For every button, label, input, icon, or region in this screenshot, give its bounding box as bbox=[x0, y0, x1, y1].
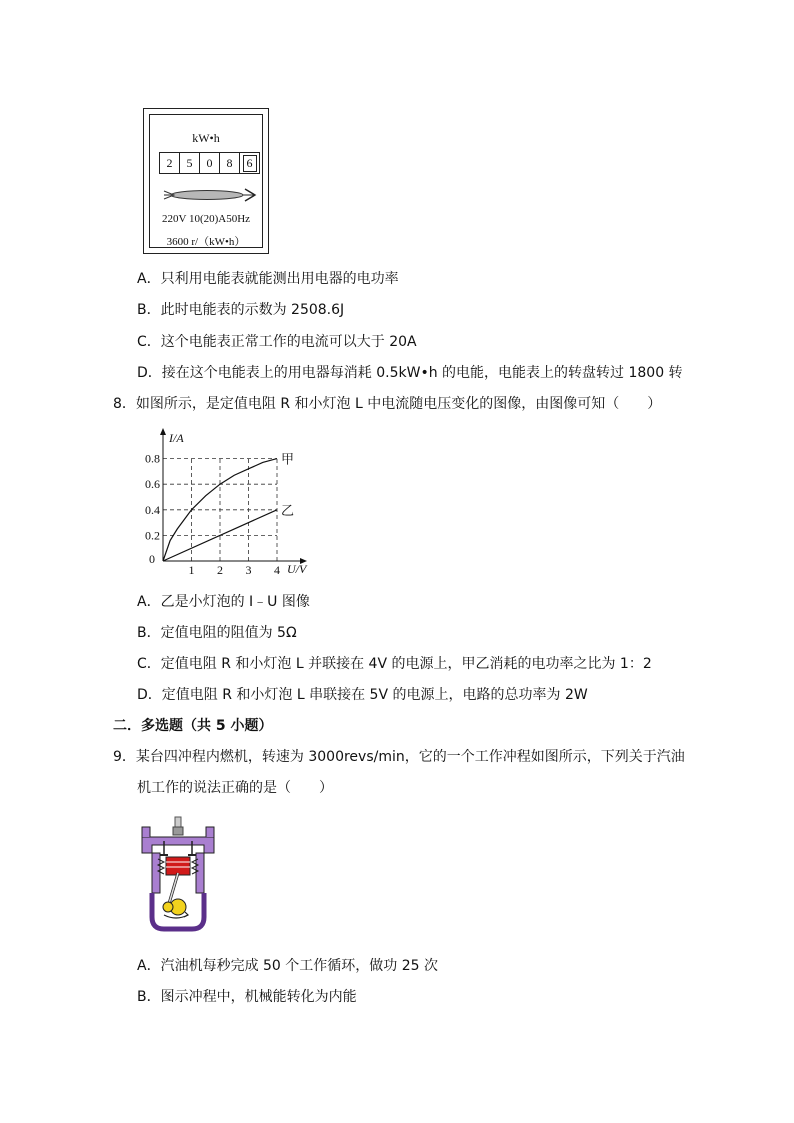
q8-stem: 8．如图所示，是定值电阻 R 和小灯泡 L 中电流随电压变化的图像，由图像可知（ ） bbox=[113, 396, 662, 412]
q7-option-b: B．此时电能表的示数为 2508.6J bbox=[137, 302, 345, 318]
series-label: 甲 bbox=[281, 452, 295, 468]
chart-grid bbox=[163, 459, 277, 561]
engine-cylinder-icon bbox=[138, 815, 220, 933]
x-tick-label: 3 bbox=[245, 563, 252, 577]
meter-spec-revolutions: 3600 r/（kW•h） bbox=[166, 236, 246, 248]
y-axis-arrow-icon bbox=[160, 428, 166, 435]
q8-option-b: B．定值电阻的阻值为 5Ω bbox=[137, 625, 297, 641]
meter-digit: 5 bbox=[179, 152, 200, 174]
q7-option-c: C．这个电能表正常工作的电流可以大于 20A bbox=[137, 334, 417, 350]
meter-spec-voltage: 220V 10(20)A50Hz bbox=[161, 213, 251, 225]
section-title: 二．多选题（共 5 小题） bbox=[113, 718, 273, 734]
series-label: 乙 bbox=[281, 503, 295, 519]
q8-option-d: D．定值电阻 R 和小灯泡 L 串联接在 5V 的电源上，电路的总功率为 2W bbox=[137, 687, 588, 703]
chart-labels bbox=[145, 431, 308, 577]
origin-label: 0 bbox=[149, 552, 155, 566]
y-tick-label: 0.8 bbox=[145, 451, 160, 466]
meter-disc-arrow-icon bbox=[160, 183, 258, 207]
meter-unit-label: kW•h bbox=[192, 131, 220, 145]
q9-stem-line-2: 机工作的说法正确的是（ ） bbox=[137, 780, 333, 796]
meter-digit: 0 bbox=[199, 152, 220, 174]
electric-meter-figure bbox=[143, 108, 269, 254]
x-tick-label: 1 bbox=[188, 563, 195, 577]
q7-option-a: A．只利用电能表就能测出用电器的电功率 bbox=[137, 271, 399, 287]
y-tick-label: 0.6 bbox=[145, 477, 160, 492]
x-tick-label: 2 bbox=[217, 563, 223, 577]
y-tick-label: 0.2 bbox=[145, 528, 160, 543]
q9-option-a: A．汽油机每秒完成 50 个工作循环，做功 25 次 bbox=[137, 958, 439, 974]
q9-stem-line-1: 9．某台四冲程内燃机，转速为 3000revs/min，它的一个工作冲程如图所示，下列关于汽油 bbox=[113, 749, 685, 765]
chart-axes bbox=[160, 428, 307, 564]
q8-option-a: A．乙是小灯泡的 I﹣U 图像 bbox=[137, 594, 310, 610]
meter-digits bbox=[160, 152, 260, 174]
meter-digit-decimal bbox=[239, 152, 260, 174]
y-axis-label: I/A bbox=[169, 431, 184, 445]
meter-digit-decimal-value: 6 bbox=[243, 155, 257, 172]
q7-option-d: D．接在这个电能表上的用电器每消耗 0.5kW•h 的电能，电能表上的转盘转过 1800 转 bbox=[137, 365, 683, 381]
x-tick-label: 4 bbox=[274, 563, 280, 577]
q9-option-b: B．图示冲程中，机械能转化为内能 bbox=[137, 989, 357, 1005]
meter-panel bbox=[149, 114, 263, 248]
meter-digit: 2 bbox=[159, 152, 180, 174]
q8-option-c: C．定值电阻 R 和小灯泡 L 并联接在 4V 的电源上，甲乙消耗的电功率之比为 1：2 bbox=[137, 656, 652, 672]
x-axis-label: U/V bbox=[287, 562, 307, 576]
iu-graph bbox=[145, 428, 325, 578]
meter-digit: 8 bbox=[219, 152, 240, 174]
y-tick-label: 0.4 bbox=[145, 502, 160, 517]
